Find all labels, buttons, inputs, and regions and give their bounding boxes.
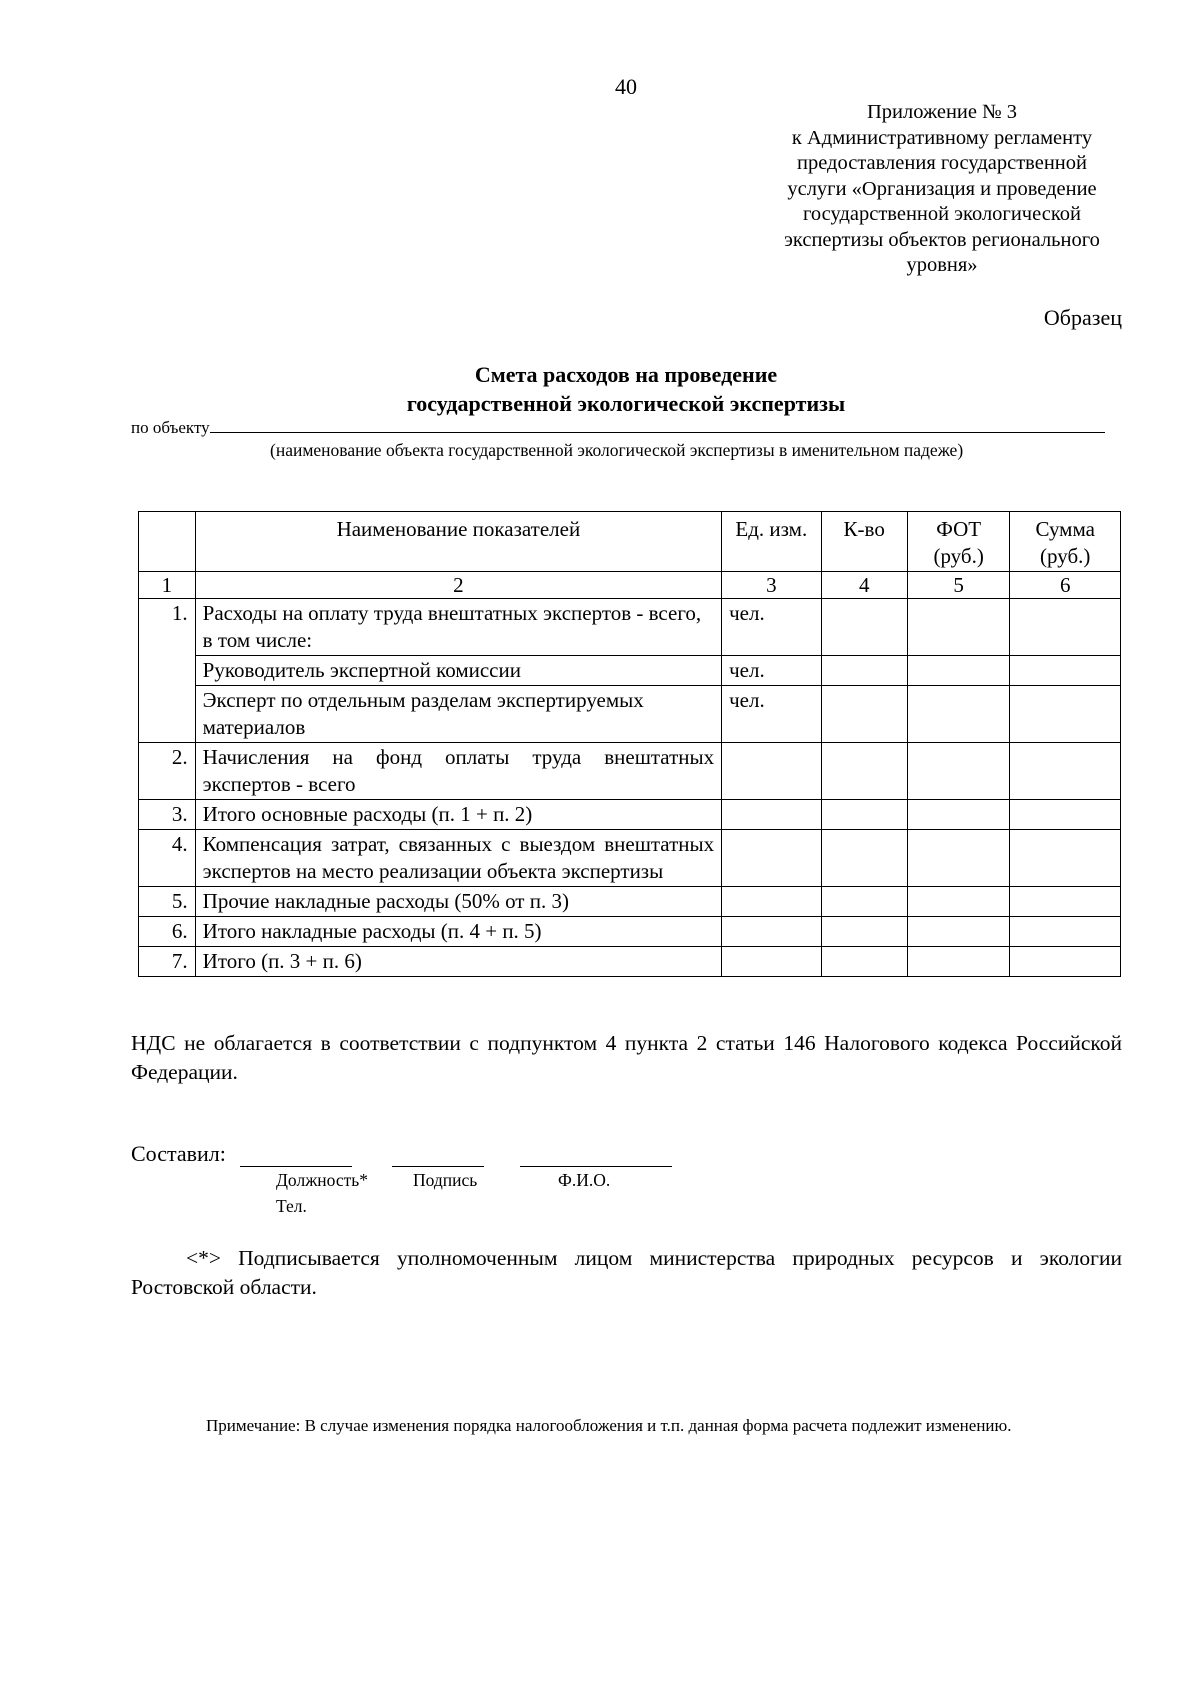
column-number: 4 (821, 572, 907, 599)
row-unit: чел. (722, 599, 821, 656)
appendix-line: услуги «Организация и проведение (787, 177, 1097, 200)
position-caption: Должность* (276, 1170, 368, 1190)
row-fot[interactable] (907, 743, 1010, 800)
appendix-line: экспертизы объектов регионального (784, 228, 1100, 251)
row-unit (722, 917, 821, 947)
header-cell-fot: ФОТ (руб.) (907, 512, 1010, 572)
row-sum[interactable] (1010, 800, 1121, 830)
row-name: Эксперт по отдельным разделам экспертируемых материалов (195, 686, 721, 743)
row-fot[interactable] (907, 830, 1010, 887)
appendix-line: предоставления государственной (797, 152, 1087, 174)
header-cell-name: Наименование показателей (195, 512, 721, 572)
row-name: Итого (п. 3 + п. 6) (195, 947, 721, 977)
appendix-line: Приложение № 3 (866, 101, 1018, 123)
row-number: 4. (139, 830, 196, 887)
title-line-1: Смета расходов на проведение (474, 362, 778, 387)
row-fot[interactable] (907, 800, 1010, 830)
header-cell-number (139, 512, 196, 572)
appendix-line: уровня» (906, 254, 978, 276)
table-row (139, 887, 1121, 917)
row-sum[interactable] (1010, 686, 1121, 743)
appendix-line: к Административному регламенту (791, 126, 1093, 149)
table-row (139, 656, 1121, 686)
document-title (0, 360, 1200, 418)
table-row (139, 599, 1121, 656)
row-quantity[interactable] (821, 686, 907, 743)
table-row (139, 800, 1121, 830)
row-unit (722, 830, 821, 887)
object-line (131, 416, 1122, 438)
row-fot[interactable] (907, 599, 1010, 656)
composed-label: Составил: (131, 1141, 226, 1166)
row-number: 6. (139, 917, 196, 947)
column-number: 3 (722, 572, 821, 599)
sample-label: Образец (1043, 305, 1122, 330)
row-number: 3. (139, 800, 196, 830)
object-name-field[interactable] (210, 416, 1105, 433)
table-row (139, 830, 1121, 887)
header-cell-sum: Сумма (руб.) (1010, 512, 1121, 572)
table-header-row (139, 512, 1121, 572)
column-number: 5 (907, 572, 1010, 599)
row-unit (722, 743, 821, 800)
row-number: 7. (139, 947, 196, 977)
row-quantity[interactable] (821, 743, 907, 800)
page-number: 40 (615, 74, 637, 99)
row-name: Компенсация затрат, связанных с выездом внештатных экспертов на место реализации объекта экспертизы (195, 830, 721, 887)
row-fot[interactable] (907, 947, 1010, 977)
row-sum[interactable] (1010, 947, 1121, 977)
row-sum[interactable] (1010, 656, 1121, 686)
row-number: 2. (139, 743, 196, 800)
row-unit: чел. (722, 686, 821, 743)
row-quantity[interactable] (821, 887, 907, 917)
row-sum[interactable] (1010, 917, 1121, 947)
object-label: по объекту (131, 418, 210, 437)
signature-field[interactable] (392, 1165, 484, 1167)
row-unit (722, 800, 821, 830)
footnote: <*> Подписывается уполномоченным лицом министерства природных ресурсов и экологии Ростовской области. (131, 1246, 1122, 1299)
table-row (139, 686, 1121, 743)
row-name: Прочие накладные расходы (50% от п. 3) (195, 887, 721, 917)
row-number: 5. (139, 887, 196, 917)
row-fot[interactable] (907, 917, 1010, 947)
row-quantity[interactable] (821, 800, 907, 830)
full-name-caption: Ф.И.О. (558, 1170, 611, 1190)
row-quantity[interactable] (821, 830, 907, 887)
row-number: 1. (139, 599, 196, 743)
position-field[interactable] (240, 1165, 352, 1167)
appendix-block (762, 100, 1122, 279)
full-name-field[interactable] (520, 1165, 672, 1167)
table-row (139, 917, 1121, 947)
estimate-table (138, 511, 1121, 977)
table-row (139, 947, 1121, 977)
row-sum[interactable] (1010, 743, 1121, 800)
column-number-row (139, 572, 1121, 599)
row-name: Руководитель экспертной комиссии (195, 656, 721, 686)
row-unit: чел. (722, 656, 821, 686)
column-number: 6 (1010, 572, 1121, 599)
row-fot[interactable] (907, 887, 1010, 917)
phone-caption: Тел. (276, 1196, 307, 1216)
row-fot[interactable] (907, 656, 1010, 686)
row-quantity[interactable] (821, 917, 907, 947)
row-name: Итого основные расходы (п. 1 + п. 2) (195, 800, 721, 830)
header-cell-unit: Ед. изм. (722, 512, 821, 572)
vat-note: НДС не облагается в соответствии с подпунктом 4 пункта 2 статьи 146 Налогового кодекса Российской Федерации. (131, 1031, 1122, 1084)
row-sum[interactable] (1010, 599, 1121, 656)
header-cell-quantity: К-во (821, 512, 907, 572)
row-quantity[interactable] (821, 599, 907, 656)
row-sum[interactable] (1010, 830, 1121, 887)
title-line-2: государственной экологической экспертизы (406, 391, 846, 416)
object-caption: (наименование объекта государственной экологической экспертизы в именительном падеже) (270, 440, 964, 460)
signature-caption: Подпись (413, 1170, 478, 1190)
row-fot[interactable] (907, 686, 1010, 743)
row-sum[interactable] (1010, 887, 1121, 917)
remark-note: Примечание: В случае изменения порядка налогообложения и т.п. данная форма расчета подлежит изменению. (206, 1416, 1012, 1435)
column-number: 1 (139, 572, 196, 599)
row-name: Расходы на оплату труда внештатных экспертов - всего, в том числе: (195, 599, 721, 656)
column-number: 2 (195, 572, 721, 599)
table-row (139, 743, 1121, 800)
appendix-line: государственной экологической (803, 203, 1081, 225)
row-name: Итого накладные расходы (п. 4 + п. 5) (195, 917, 721, 947)
row-quantity[interactable] (821, 656, 907, 686)
row-unit (722, 947, 821, 977)
row-name: Начисления на фонд оплаты труда внештатных экспертов - всего (195, 743, 721, 800)
row-quantity[interactable] (821, 947, 907, 977)
row-unit (722, 887, 821, 917)
